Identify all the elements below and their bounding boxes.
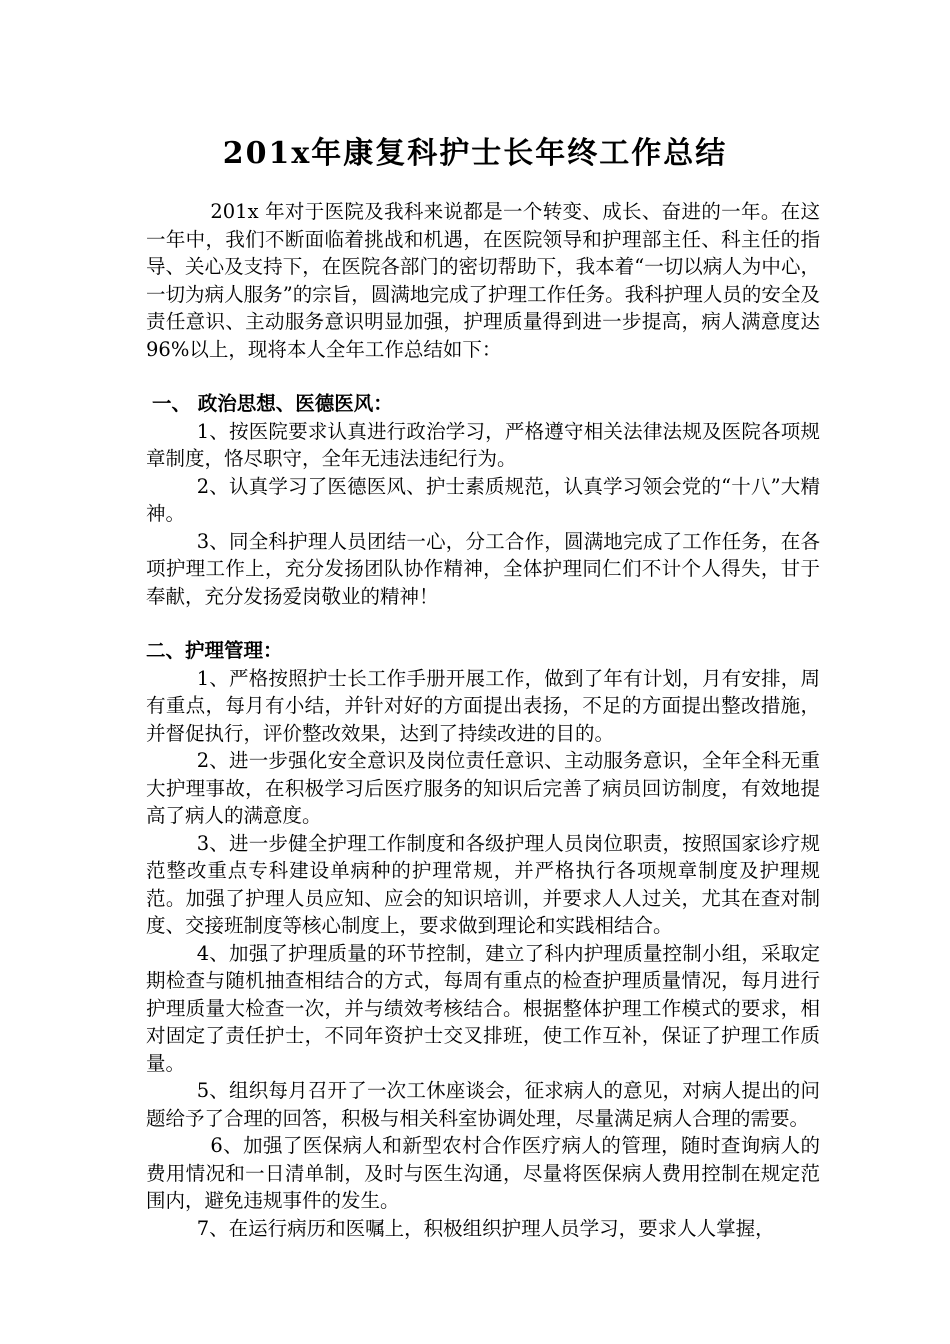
section-2-item-2: 2、进一步强化安全意识及岗位责任意识、主动服务意识，全年全科无重大护理事故，在积极学习后医疗服务的知识后完善了病员回访制度，有效地提高了病人的满意度。 <box>146 749 820 827</box>
section-2-item-1: 1、严格按照护士长工作手册开展工作，做到了年有计划，月有安排，周有重点，每月有小结，并针对好的方面提出表扬，不足的方面提出整改措施，并督促执行，评价整改效果，达到了持续改进的目的。 <box>146 666 820 745</box>
document-body <box>146 198 820 1242</box>
document-title: 201x年康复科护士长年终工作总结 <box>222 136 728 171</box>
spacer <box>146 363 820 390</box>
section-2-item-3: 3、进一步健全护理工作制度和各级护理人员岗位职责，按照国家诊疗规范整改重点专科建设单病种的护理常规，并严格执行各项规章制度及护理规范。加强了护理人员应知、应会的知识培训，并要求人人过关，尤其在查对制度、交接班制度等核心制度上，要求做到理论和实践相结合。 <box>146 831 820 937</box>
section-1-item-2: 2、认真学习了医德医风、护士素质规范，认真学习领会党的“十八”大精神。 <box>146 474 820 525</box>
section-2-item-5: 5、组织每月召开了一次工休座谈会，征求病人的意见，对病人提出的问题给予了合理的回答，积极与相关科室协调处理，尽量满足病人合理的需要。 <box>146 1079 820 1130</box>
spacer <box>146 610 820 637</box>
section-2-item-6: 6、加强了医保病人和新型农村合作医疗病人的管理，随时查询病人的费用情况和一日清单制，及时与医生沟通，尽量将医保病人费用控制在规定范围内，避免违规事件的发生。 <box>146 1134 820 1212</box>
section-2-heading: 二、护理管理： <box>146 639 283 662</box>
section-1-heading: 一、 政治思想、医德医风： <box>152 392 393 415</box>
intro-paragraph: 201x 年对于医院及我科来说都是一个转变、成长、奋进的一年。在这一年中，我们不断面临着挑战和机遇，在医院领导和护理部主任、科主任的指导、关心及支持下，在医院各部门的密切帮助下，我本着“一切以病人为中心，一切为病人服务”的宗旨，圆满地完成了护理工作任务。我科护理人员的安全及责任意识、主动服务意识明显加强，护理质量得到进一步提高，病人满意度达 96%以上，现将本人全年工作总结如下： <box>146 200 820 361</box>
section-1-item-1: 1、按医院要求认真进行政治学习，严格遵守相关法律法规及医院各项规章制度，恪尽职守，全年无违法违纪行为。 <box>146 419 820 470</box>
section-1-item-3: 3、同全科护理人员团结一心，分工合作，圆满地完成了工作任务，在各项护理工作上，充分发扬团队协作精神，全体护理同仁们不计个人得失，甘于奉献，充分发扬爱岗敬业的精神！ <box>146 529 820 608</box>
section-2-item-7: 7、在运行病历和医嘱上，积极组织护理人员学习，要求人人掌握， <box>196 1216 775 1240</box>
section-2-item-4: 4、加强了护理质量的环节控制，建立了科内护理质量控制小组，采取定期检查与随机抽查相结合的方式，每周有重点的检查护理质量情况，每月进行护理质量大检查一次，并与绩效考核结合。根据整体护理工作模式的要求，相对固定了责任护士，不同年资护士交叉排班，使工作互补，保证了护理工作质量。 <box>146 941 820 1075</box>
